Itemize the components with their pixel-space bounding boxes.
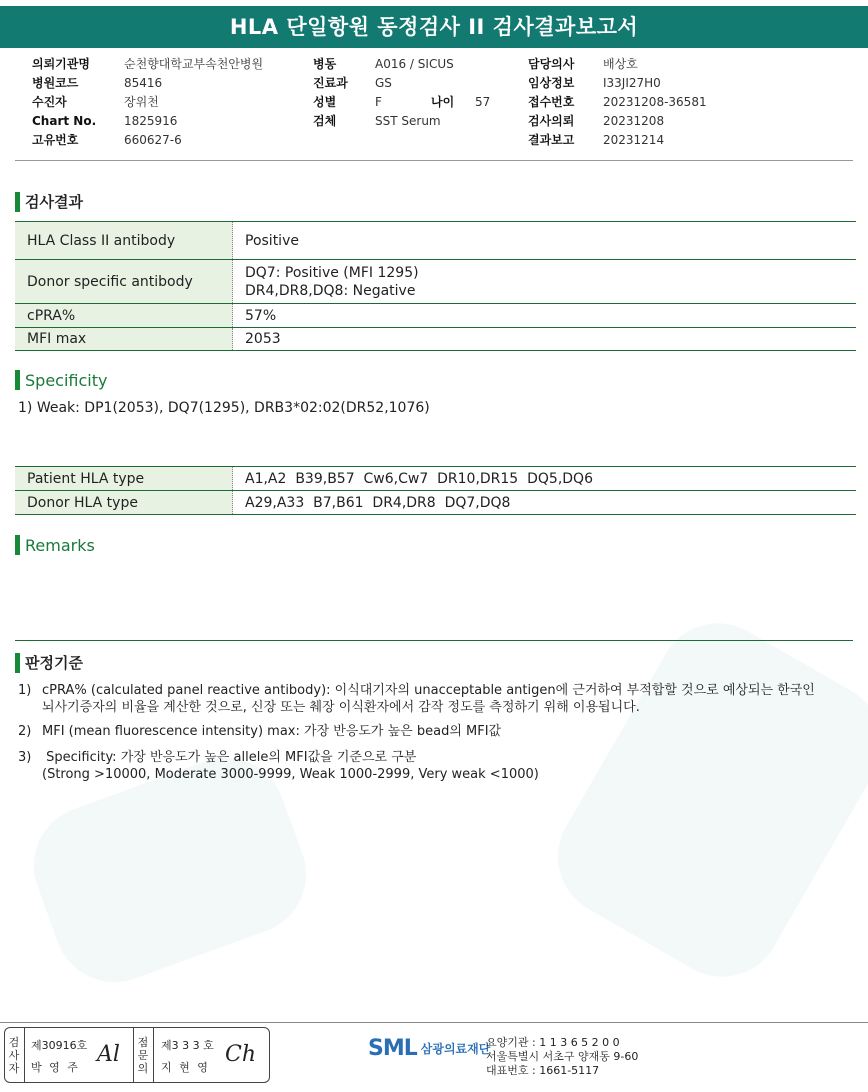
info-label: 병원코드 (32, 76, 79, 90)
table-row (15, 260, 856, 304)
criteria-line: (Strong >10000, Moderate 3000-9999, Weak 1000-2999, Very weak <1000) (42, 767, 539, 782)
confirm-name: 지 현 영 (161, 1061, 210, 1074)
result-value: 2053 (233, 328, 857, 351)
table-row (15, 222, 856, 260)
info-label: 수진자 (32, 95, 67, 109)
section-bar (15, 535, 20, 555)
info-label: 접수번호 (528, 95, 575, 109)
info-label: 결과보고 (528, 133, 575, 147)
divider (153, 1028, 154, 1082)
org-logo (368, 1036, 490, 1061)
info-value: 순천향대학교부속천안병원 (124, 57, 264, 71)
table-row (15, 304, 856, 328)
info-label: 검체 (313, 114, 337, 128)
info-value: 장위천 (124, 95, 159, 109)
info-value: 20231208-36581 (603, 95, 707, 109)
info-label: 성별 (313, 95, 337, 109)
criteria-line: Specificity: 가장 반응도가 높은 allele의 MFI값을 기준으로 구분 (42, 750, 417, 765)
confirm-signature: Ch (225, 1042, 257, 1067)
result-value: 57% (233, 304, 857, 328)
criteria-num: 1) (18, 683, 32, 698)
org-code: 요양기관 : 1 1 3 6 5 2 0 0 (486, 1036, 620, 1049)
divider (24, 1028, 25, 1082)
sml-logo-icon: SML (368, 1036, 417, 1061)
footer-divider (0, 1022, 868, 1023)
criteria-item (18, 723, 501, 740)
result-table (15, 221, 856, 351)
criteria-item (18, 682, 815, 716)
info-label: 임상정보 (528, 76, 575, 90)
org-phone: 대표번호 : 1661-5117 (486, 1064, 600, 1077)
info-value: SST Serum (375, 114, 441, 128)
specificity-text: 1) Weak: DP1(2053), DQ7(1295), DRB3*02:02(DR52,1076) (18, 400, 430, 416)
examiner-name: 박 영 주 (31, 1061, 80, 1074)
header-divider (15, 160, 853, 161)
result-key: MFI max (15, 328, 233, 351)
examiner-label: 검사자 (8, 1036, 20, 1075)
info-value: 1825916 (124, 114, 178, 128)
result-key: cPRA% (15, 304, 233, 328)
divider (133, 1028, 134, 1082)
org-contact (486, 1036, 638, 1078)
info-label: 병동 (313, 57, 337, 71)
info-value: I33JI27H0 (603, 76, 661, 90)
criteria-line: MFI (mean fluorescence intensity) max: 가장 반응도가 높은 bead의 MFI값 (42, 724, 502, 739)
section-bar (15, 370, 20, 390)
examiner-signature: Al (97, 1042, 120, 1067)
info-label: 진료과 (313, 76, 348, 90)
criteria-line: cPRA% (calculated panel reactive antibody): 이식대기자의 unacceptable antigen에 근거하여 부적합할 것으로 예상되는 한국인 (42, 683, 815, 698)
result-key: HLA Class II antibody (15, 222, 233, 260)
result-value-multi (233, 260, 857, 304)
info-value: GS (375, 76, 392, 90)
info-value: 85416 (124, 76, 163, 90)
info-label: 고유번호 (32, 133, 79, 147)
info-value: 20231214 (603, 133, 665, 147)
confirm-label: 점문의 (137, 1036, 149, 1075)
org-address: 서울특별시 서초구 양재동 9-60 (486, 1050, 639, 1063)
signature-box (4, 1027, 270, 1083)
criteria-num: 2) (18, 724, 32, 739)
hla-type-key: Patient HLA type (15, 467, 233, 491)
remarks-section-title (15, 535, 95, 555)
section-bar (15, 653, 20, 673)
section-title-text: 검사결과 (25, 193, 83, 211)
table-row (15, 491, 856, 515)
watermark-shape (536, 601, 868, 998)
criteria-item (18, 749, 539, 783)
info-value: 660627-6 (124, 133, 182, 147)
age-value: 57 (475, 95, 491, 109)
hla-type-key: Donor HLA type (15, 491, 233, 515)
hla-type-value: A1,A2 B39,B57 Cw6,Cw7 DR10,DR15 DQ5,DQ6 (233, 467, 857, 491)
criteria-num: 3) (18, 750, 32, 765)
info-label: Chart No. (32, 114, 97, 128)
info-col2 (313, 55, 490, 131)
section-title-text: Specificity (25, 370, 108, 390)
table-row (15, 328, 856, 351)
remarks-divider (15, 640, 853, 641)
specificity-section-title (15, 370, 107, 390)
section-title-text: 판정기준 (25, 654, 83, 672)
hla-type-value: A29,A33 B7,B61 DR4,DR8 DQ7,DQ8 (233, 491, 857, 515)
confirm-license: 제3 3 3 호 (161, 1039, 214, 1052)
info-col3 (528, 55, 707, 150)
info-value: 20231208 (603, 114, 665, 128)
info-label: 의뢰기관명 (32, 57, 90, 71)
org-name: 삼광의료재단 (420, 1042, 491, 1056)
section-title-text: Remarks (25, 535, 95, 555)
result-section-title (15, 191, 83, 212)
section-bar (15, 192, 20, 212)
info-label: 담당의사 (528, 57, 575, 71)
info-col1 (32, 55, 263, 150)
result-value: Positive (233, 222, 857, 260)
info-label: 검사의뢰 (528, 114, 575, 128)
table-row (15, 467, 856, 491)
report-title: HLA 단일항원 동정검사 II 검사결과보고서 (0, 6, 868, 48)
info-value: A016 / SICUS (375, 57, 454, 71)
criteria-line: 뇌사기증자의 비율을 계산한 것으로, 신장 또는 췌장 이식환자에서 감작 정도를 측정하기 위해 이용됩니다. (42, 700, 640, 715)
result-key: Donor specific antibody (15, 260, 233, 304)
dsa-positive-line: DQ7: Positive (MFI 1295) (245, 264, 419, 281)
info-value: F (375, 95, 382, 109)
dsa-negative-line: DR4,DR8,DQ8: Negative (245, 282, 416, 299)
criteria-section-title (15, 652, 83, 673)
info-value: 배상호 (603, 57, 638, 71)
hla-type-table (15, 466, 856, 515)
age-label: 나이 (431, 95, 455, 109)
examiner-license: 제30916호 (31, 1039, 88, 1052)
